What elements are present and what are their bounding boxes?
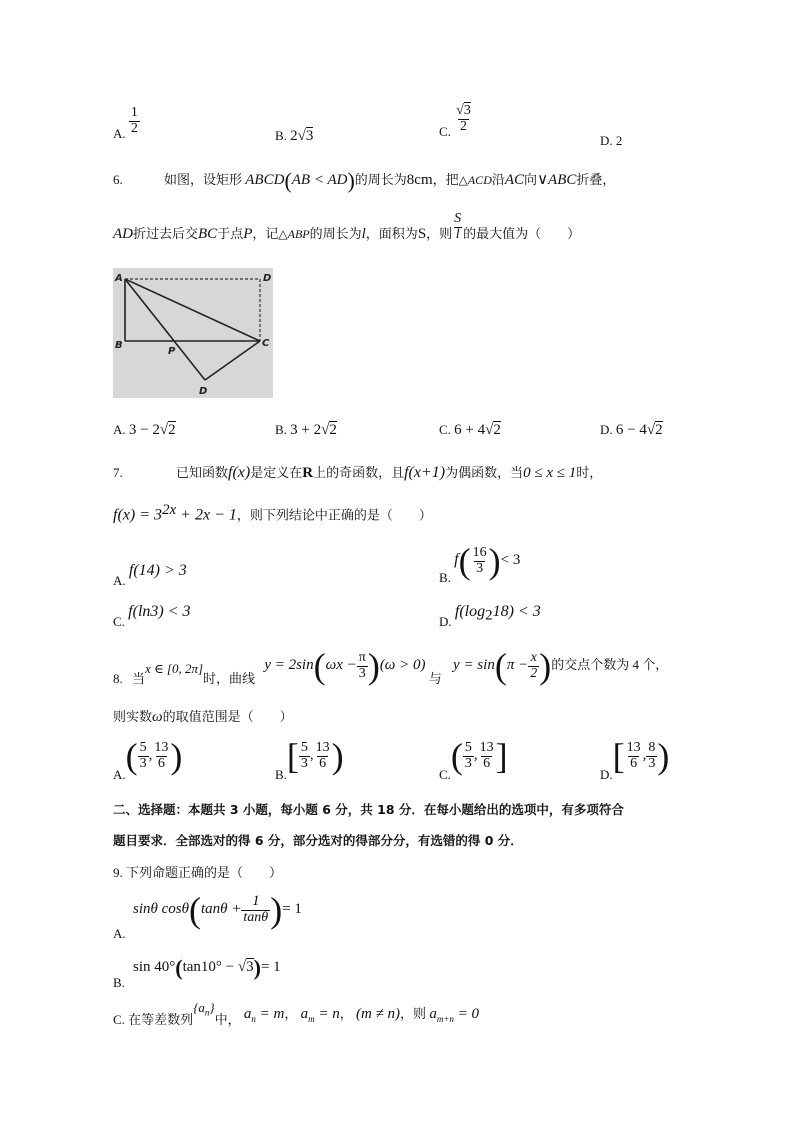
- denominator: 6: [157, 755, 165, 771]
- sqrt-sign: √: [321, 422, 330, 438]
- text: 如图，设矩形: [164, 171, 243, 187]
- option-label: A.: [113, 422, 126, 437]
- q6-stem-line2: [113, 212, 580, 243]
- math: 8cm: [406, 171, 433, 188]
- q8-option-d: [600, 738, 669, 783]
- text: ，面积为: [365, 226, 418, 242]
- q8-option-c: [439, 738, 508, 783]
- label-b: B: [115, 340, 123, 351]
- text: 当: [132, 670, 146, 686]
- numerator: 13: [626, 739, 641, 755]
- denominator: 3: [358, 665, 366, 681]
- option-label: C.: [439, 766, 451, 782]
- option-label: D.: [600, 422, 613, 437]
- numerator: 5: [300, 739, 308, 755]
- option-label: B.: [113, 975, 125, 990]
- q7-option-a: [113, 562, 187, 589]
- paren: ): [253, 955, 261, 980]
- math: sin 40°: [133, 958, 176, 975]
- math: P: [243, 226, 253, 243]
- option-label: A.: [113, 573, 126, 588]
- label-a: A: [115, 273, 123, 284]
- label-p: P: [168, 346, 176, 357]
- bracket: ): [331, 736, 344, 776]
- math: = 1: [260, 958, 281, 975]
- math-part: }: [209, 1000, 215, 1015]
- math: f(x) = 3: [113, 506, 162, 524]
- paren: (: [189, 890, 201, 930]
- text: 时，曲线: [203, 670, 256, 686]
- q9-option-c: [113, 1000, 479, 1028]
- comma: ,: [309, 746, 314, 763]
- sqrt-sign: √: [485, 422, 494, 438]
- subscript: m: [308, 1014, 315, 1024]
- question-number: 8.: [113, 670, 123, 686]
- q5-option-c: [439, 104, 473, 140]
- numerator: 16: [472, 544, 487, 560]
- fraction: [528, 651, 539, 681]
- text: 向: [524, 171, 538, 187]
- subscript: 2: [485, 607, 493, 624]
- math: [193, 1000, 215, 1018]
- numerator: 13: [154, 739, 169, 755]
- option-label: B.: [275, 766, 287, 782]
- text: 的周长为: [309, 226, 362, 242]
- bracket: [: [612, 736, 625, 776]
- option-value: f(ln3) < 3: [128, 603, 191, 620]
- option-value: 6 − 4: [615, 422, 647, 438]
- math: + 2x − 1: [176, 506, 237, 524]
- option-label: D.: [439, 614, 452, 629]
- q5-option-d: [600, 133, 622, 149]
- bracket: [: [286, 736, 299, 776]
- option-value: f(14) > 3: [128, 562, 187, 579]
- fraction: [138, 741, 149, 771]
- math-part: a: [243, 1006, 252, 1022]
- text: ，则: [426, 226, 453, 242]
- question-number: 7.: [113, 465, 123, 480]
- numerator: 1: [130, 105, 138, 120]
- math: π −: [506, 656, 529, 673]
- math: y = sin: [453, 656, 495, 673]
- option-a-expression: [133, 892, 302, 928]
- denominator: 3: [476, 560, 484, 576]
- subscript: m+n: [436, 1014, 454, 1024]
- geometry-figure: [113, 268, 273, 398]
- section-2-heading: 二、选择题：本题共 3 小题，每小题 6 分，共 18 分．在每小题给出的选项中，有多项符合: [113, 802, 624, 817]
- question-number: 6.: [113, 171, 123, 187]
- math: x ∈ [0, 2π]: [145, 660, 204, 676]
- text: ，则下列结论中正确的是（ ）: [236, 507, 432, 523]
- math: l: [361, 226, 366, 243]
- denominator: 6: [319, 755, 327, 771]
- numerator: 5: [464, 739, 472, 755]
- math: ω: [152, 709, 163, 725]
- fraction: [299, 741, 310, 771]
- option-value: 3 + 2: [290, 422, 322, 438]
- math-part: {a: [193, 1000, 205, 1015]
- bracket: ): [170, 736, 183, 776]
- math: f: [454, 550, 459, 568]
- fraction: [152, 741, 170, 771]
- math: AB < AD: [291, 171, 348, 188]
- text: 时，: [576, 465, 603, 480]
- denominator: 2: [130, 120, 138, 136]
- text: 与: [428, 670, 442, 686]
- subscript: n: [251, 1014, 256, 1024]
- sqrt-sign: √: [646, 422, 656, 438]
- text: 的取值范围是（ ）: [162, 709, 293, 724]
- paren: (: [313, 646, 326, 686]
- numerator: 5: [139, 739, 147, 755]
- paren: (: [284, 168, 292, 193]
- fraction: [314, 741, 332, 771]
- denominator: 3: [648, 755, 656, 771]
- numerator: 8: [648, 739, 656, 755]
- numerator: 13: [315, 739, 330, 755]
- radicand: 3: [463, 103, 471, 118]
- math: (m ≠ n): [355, 1006, 401, 1022]
- label-d-folded: D: [199, 386, 208, 397]
- q7-option-b: [439, 543, 520, 586]
- section-2-heading-line2: 题目要求．全部选对的得 6 分，部分选对的得部分分，有选错的得 0 分．: [113, 833, 523, 848]
- paren: ): [488, 541, 501, 581]
- subscript: n: [204, 1007, 210, 1018]
- math: [429, 1006, 479, 1022]
- exponent: 2x: [162, 502, 177, 518]
- comma: ,: [473, 746, 478, 763]
- option-label: B.: [275, 128, 287, 143]
- math: tanθ +: [201, 900, 242, 917]
- fraction: [452, 212, 463, 242]
- text: 中，: [214, 1012, 241, 1027]
- q8-option-a: [113, 738, 182, 783]
- math: f(log: [454, 603, 486, 620]
- radicand: 3: [246, 958, 254, 975]
- math: △ABP: [278, 227, 310, 242]
- math: ωx −: [325, 656, 357, 673]
- math-part: = 0: [453, 1006, 480, 1022]
- math: ∨ABC: [537, 171, 577, 188]
- option-value: 3 − 2: [128, 422, 160, 438]
- option-label: C.: [113, 1012, 125, 1027]
- q7-stem-line2: [113, 502, 432, 524]
- fraction: [454, 104, 473, 134]
- text: 的最大值为（ ）: [463, 226, 581, 242]
- sqrt-sign: √: [159, 422, 169, 438]
- text: 沿: [491, 171, 505, 187]
- option-label: A.: [113, 766, 126, 782]
- text: 是定义在: [250, 465, 303, 480]
- math: ABCD: [245, 171, 285, 188]
- option-value: 2: [615, 133, 623, 148]
- math: 18) < 3: [492, 603, 541, 620]
- denominator: 2: [460, 118, 468, 134]
- numerator: x: [530, 649, 537, 665]
- q5-option-a: [113, 106, 140, 142]
- option-label: B.: [275, 422, 287, 437]
- math: R: [302, 465, 314, 481]
- numerator: √3: [456, 103, 471, 118]
- radicand: 2: [655, 422, 663, 438]
- math: f(x): [228, 464, 251, 481]
- text: ，: [284, 1006, 298, 1021]
- q6-figure: [113, 268, 273, 398]
- option-label: A.: [113, 126, 126, 142]
- math: AC: [504, 171, 525, 188]
- math-part: = m: [255, 1006, 285, 1022]
- coefficient: 2: [290, 128, 298, 144]
- bracket: (: [125, 736, 138, 776]
- option-value: 6 + 4: [454, 422, 486, 438]
- text: 上的奇函数，且: [313, 465, 405, 480]
- q7-option-d: [439, 603, 541, 630]
- denominator: l: [455, 226, 460, 242]
- radicand: 2: [493, 422, 501, 438]
- text: 为偶函数，当: [445, 465, 524, 480]
- bracket: ): [657, 736, 670, 776]
- q8-stem-line1: [113, 648, 668, 687]
- math-part: a: [429, 1006, 437, 1022]
- paren: ): [367, 646, 380, 686]
- option-label: D.: [600, 133, 613, 148]
- denominator: 3: [300, 755, 308, 771]
- math: BC: [198, 226, 218, 243]
- math: △ACD: [458, 172, 492, 187]
- numerator: S: [454, 211, 462, 226]
- q6-option-d: [600, 422, 663, 439]
- q8-stem-line2: [113, 706, 293, 726]
- comma: ,: [148, 746, 153, 763]
- fraction: [625, 741, 643, 771]
- math: (ω > 0): [379, 656, 426, 673]
- math: 0 ≤ x ≤ 1: [523, 465, 577, 481]
- text: ，记: [252, 226, 279, 242]
- text: 折叠，: [576, 171, 616, 187]
- text: 已知函数: [176, 465, 229, 480]
- q8-option-b: [275, 738, 344, 783]
- fraction: [646, 741, 657, 771]
- q6-option-c: [439, 422, 501, 439]
- text: 的周长为: [354, 171, 407, 187]
- text: ，: [339, 1006, 353, 1021]
- paren: ): [270, 890, 283, 930]
- paren: ): [347, 168, 355, 193]
- sqrt-sign: √: [237, 958, 247, 975]
- math: [244, 1006, 284, 1022]
- math-part: = n: [314, 1006, 340, 1022]
- math-part: a: [300, 1006, 309, 1022]
- option-label: D.: [600, 766, 613, 782]
- denominator: 3: [464, 755, 472, 771]
- fraction: [241, 894, 270, 925]
- q6-stem-line1: [113, 168, 615, 194]
- option-label: A.: [113, 926, 126, 941]
- fraction: [478, 741, 496, 771]
- paren: (: [458, 541, 471, 581]
- math: S: [417, 226, 427, 243]
- math: tan10° −: [182, 958, 238, 975]
- bracket: ]: [495, 736, 508, 776]
- option-b-expression: [133, 955, 281, 981]
- text: 在等差数列: [128, 1012, 194, 1027]
- fraction: [463, 741, 474, 771]
- text: 则实数: [113, 709, 153, 724]
- q7-stem-line1: [113, 462, 602, 482]
- q9-stem: 9. 下列命题正确的是（ ）: [113, 865, 283, 880]
- text: ，把: [432, 171, 459, 187]
- denominator: 3: [139, 755, 147, 771]
- q5-option-b: [275, 128, 313, 145]
- math: < 3: [500, 551, 521, 568]
- q6-option-b: [275, 422, 337, 439]
- math: = 1: [282, 900, 302, 917]
- math: f(x+1): [404, 464, 446, 481]
- label-c: C: [262, 338, 270, 349]
- comma: ,: [642, 746, 647, 763]
- q6-option-a: [113, 422, 176, 439]
- radicand: 2: [329, 422, 337, 438]
- math: sinθ cosθ: [133, 900, 189, 917]
- paren: ): [539, 646, 552, 686]
- fraction: [129, 106, 140, 136]
- radicand: 3: [305, 128, 314, 144]
- fraction: [357, 651, 368, 681]
- fraction: [471, 546, 489, 576]
- bracket: (: [450, 736, 463, 776]
- figure-background: [113, 268, 273, 398]
- sqrt-sign: √: [297, 128, 306, 144]
- option-label: C.: [113, 614, 125, 629]
- denominator: 2: [530, 665, 538, 681]
- numerator: 13: [479, 739, 494, 755]
- text: ，则: [400, 1006, 427, 1021]
- denominator: 6: [630, 755, 638, 771]
- radicand: 2: [168, 422, 176, 438]
- label-d: D: [263, 273, 272, 284]
- paren: (: [175, 955, 183, 980]
- numerator: 1: [252, 893, 260, 910]
- text: 折过去后交: [133, 226, 199, 242]
- option-label: C.: [439, 124, 451, 140]
- option-label: B.: [439, 569, 451, 585]
- q7-option-c: [113, 603, 191, 630]
- paren: (: [494, 646, 507, 686]
- text: 于点: [217, 226, 244, 242]
- denominator: tanθ: [243, 910, 269, 926]
- math: AD: [113, 226, 133, 243]
- numerator: π: [358, 649, 366, 665]
- math: [301, 1006, 340, 1022]
- denominator: 6: [483, 755, 491, 771]
- text: 的交点个数为 4 个，: [551, 656, 669, 672]
- math: y = 2sin: [264, 656, 314, 673]
- option-label: C.: [439, 422, 451, 437]
